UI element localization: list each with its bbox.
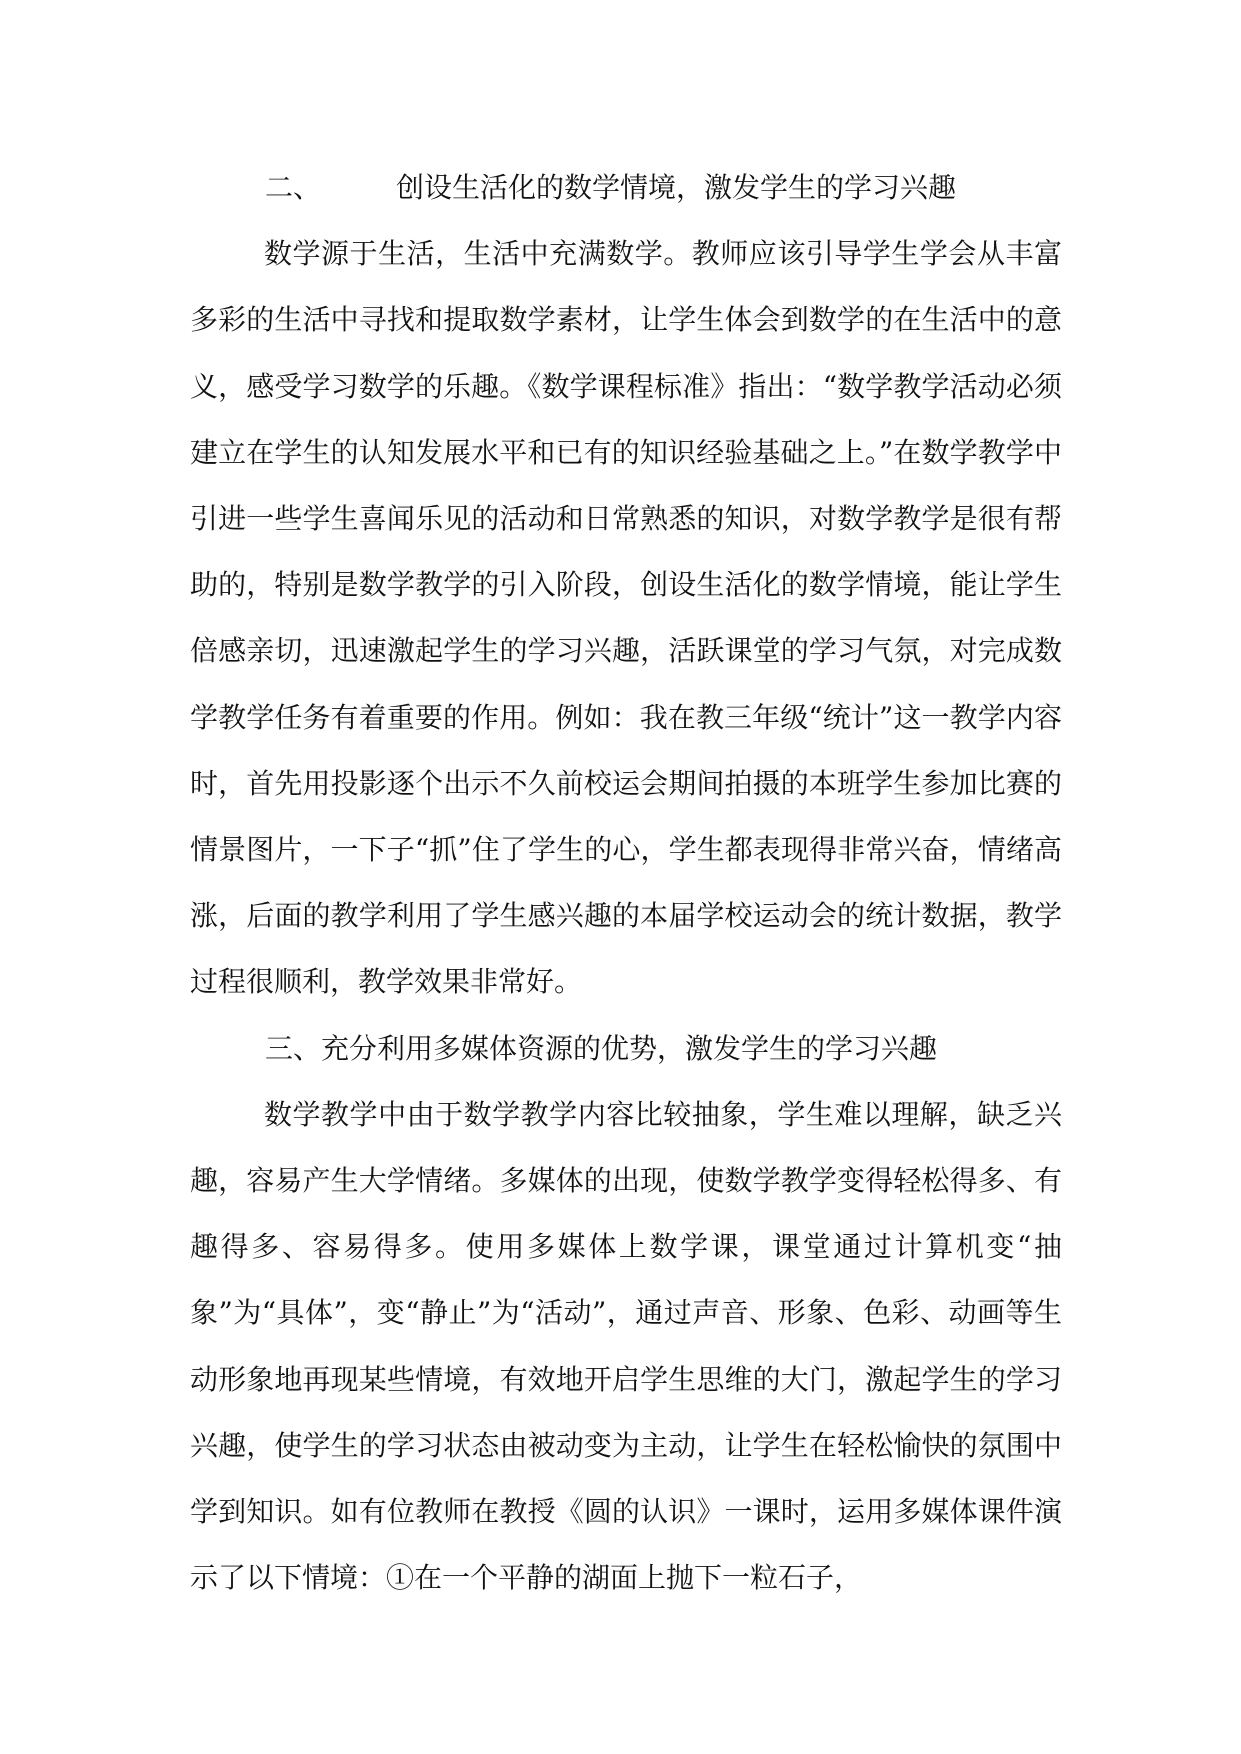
section-2-title: 创设生活化的数学情境，激发学生的学习兴趣 [396,171,957,204]
section-3-paragraph: 数学教学中由于数学教学内容比较抽象，学生难以理解，缺乏兴趣，容易产生大学情绪。多媒体的出现，使数学教学变得轻松得多、有趣得多、容易得多。使用多媒体上数学课，课堂通过计算机变“抽象”为“具体”，变“静止”为“活动”，通过声音、形象、色彩、动画等生动形象地再现某些情境，有效地开启学生思维的大门，激起学生的学习兴趣，使学生的学习状态由被动变为主动，让学生在轻松愉快的氛围中学到知识。如有位教师在教授《圆的认识》一课时，运用多媒体课件演示了以下情境：①在一个平静的湖面上抛下一粒石子， [190,1097,1062,1595]
document-body [190,155,1062,1611]
section-2-paragraph: 数学源于生活，生活中充满数学。教师应该引导学生学会从丰富多彩的生活中寻找和提取数学素材，让学生体会到数学的在生活中的意义，感受学习数学的乐趣。《数学课程标准》指出：“数学教学活动必须建立在学生的认知发展水平和已有的知识经验基础之上。”在数学教学中引进一些学生喜闻乐见的活动和日常熟悉的知识，对数学教学是很有帮助的，特别是数学教学的引入阶段，创设生活化的数学情境，能让学生倍感亲切，迅速激起学生的学习兴趣，活跃课堂的学习气氛，对完成数学教学任务有着重要的作用。例如：我在教三年级“统计”这一教学内容时，首先用投影逐个出示不久前校运会期间拍摄的本班学生参加比赛的情景图片，一下子“抓”住了学生的心，学生都表现得非常兴奋，情绪高涨，后面的教学利用了学生感兴趣的本届学校运动会的统计数据，教学过程很顺利，教学效果非常好。 [190,237,1062,999]
section-2-number: 二、 [265,171,322,204]
section-3-heading: 三、充分利用多媒体资源的优势，激发学生的学习兴趣 [265,1031,938,1065]
section-2-heading [190,155,1062,221]
